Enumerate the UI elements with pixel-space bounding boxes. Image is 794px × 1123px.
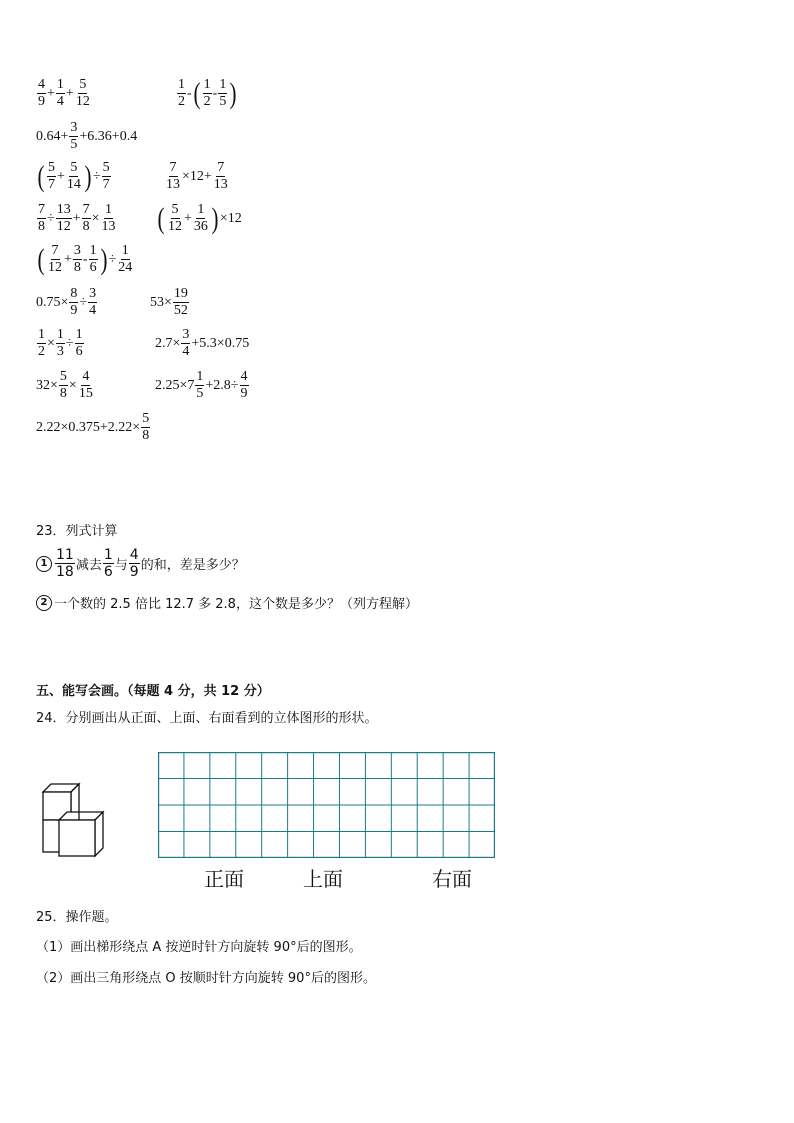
expr-3b: $\frac{7}{13}$ ×12+ $\frac{7}{13}$ bbox=[166, 160, 228, 192]
cube-figure bbox=[40, 782, 110, 860]
q25-title: 25．操作题。 bbox=[36, 910, 118, 925]
label-front: 正面 bbox=[204, 867, 244, 891]
fraction: $\frac{5}{7}$ bbox=[48, 160, 55, 192]
expr-6b: 53× $\frac{19}{52}$ bbox=[150, 286, 188, 318]
fraction: $\frac{11}{18}$ bbox=[56, 547, 74, 580]
fraction: $\frac{3}{4}$ bbox=[182, 327, 190, 359]
fraction: $\frac{1}{2}$ bbox=[178, 77, 185, 109]
fraction: $\frac{1}{6}$ bbox=[89, 243, 97, 275]
expr-3a: ( $\frac{5}{7}$ + $\frac{5}{14}$ ) ÷ $\frac{5}{7}$ bbox=[37, 159, 110, 193]
fraction: $\frac{1}{5}$ bbox=[219, 77, 227, 109]
fraction: $\frac{8}{9}$ bbox=[70, 286, 78, 318]
fraction: $\frac{4}{15}$ bbox=[78, 369, 93, 401]
expr-1b: $\frac{1}{2}$ - ( $\frac{1}{2}$ - $\frac{1}{5}$ ) bbox=[178, 76, 237, 110]
fraction: $\frac{1}{36}$ bbox=[193, 202, 208, 234]
expr-9: 2.22×0.375+2.22× $\frac{5}{8}$ bbox=[36, 411, 150, 443]
q23-item-1: 1 $\frac{11}{18}$ 减去 $\frac{1}{6}$ 与 $\frac{4}{9}$ 的和，差是多少？ bbox=[36, 548, 245, 579]
label-right: 右面 bbox=[432, 867, 472, 891]
expr-4a: $\frac{7}{8}$ ÷ $\frac{13}{12}$ + $\frac{7}{8}$ × $\frac{1}{13}$ bbox=[38, 202, 116, 234]
drawing-grid[interactable] bbox=[158, 752, 495, 858]
fraction: $\frac{19}{52}$ bbox=[173, 286, 188, 318]
fraction: $\frac{7}{8}$ bbox=[82, 202, 90, 234]
fraction: $\frac{1}{6}$ bbox=[75, 327, 83, 359]
label-top: 上面 bbox=[303, 867, 343, 891]
fraction: $\frac{4}{9}$ bbox=[38, 77, 45, 109]
fraction: $\frac{1}{13}$ bbox=[101, 202, 116, 234]
fraction: $\frac{7}{13}$ bbox=[166, 160, 180, 192]
q24-title: 24．分别画出从正面、上面、右面看到的立体图形的形状。 bbox=[36, 711, 378, 726]
fraction: $\frac{3}{5}$ bbox=[70, 120, 78, 152]
fraction: $\frac{1}{2}$ bbox=[203, 77, 211, 109]
q23-title: 23．列式计算 bbox=[36, 524, 118, 539]
fraction: $\frac{7}{12}$ bbox=[48, 243, 62, 275]
q25-sub-2: （2）画出三角形绕点 O 按顺时针方向旋转 90°后的图形。 bbox=[36, 971, 376, 986]
expr-5: ( $\frac{7}{12}$ + $\frac{3}{8}$ - $\frac{1}{6}$ ) ÷ $\frac{1}{24}$ bbox=[37, 242, 133, 276]
fraction: $\frac{7}{13}$ bbox=[213, 160, 228, 192]
fraction: $\frac{5}{7}$ bbox=[102, 160, 110, 192]
fraction: $\frac{1}{5}$ bbox=[196, 369, 204, 401]
fraction: $\frac{5}{8}$ bbox=[142, 411, 150, 443]
fraction: $\frac{1}{4}$ bbox=[56, 77, 64, 109]
q23-item-2: 2 一个数的 2.5 倍比 12.7 多 2.8，这个数是多少？（列方程解） bbox=[36, 593, 418, 612]
q25-sub-1: （1）画出梯形绕点 A 按逆时针方向旋转 90°后的图形。 bbox=[36, 940, 362, 955]
expr-2: 0.64+ $\frac{3}{5}$ +6.36+0.4 bbox=[36, 120, 138, 152]
fraction: $\frac{4}{9}$ bbox=[129, 547, 139, 580]
fraction: $\frac{5}{14}$ bbox=[66, 160, 81, 192]
expr-6a: 0.75× $\frac{8}{9}$ ÷ $\frac{3}{4}$ bbox=[36, 286, 97, 318]
fraction: $\frac{3}{4}$ bbox=[89, 286, 97, 318]
section-5-title: 五、能写会画。（每题 4 分，共 12 分） bbox=[36, 684, 270, 699]
circled-number-1: 1 bbox=[36, 556, 52, 572]
expr-7b: 2.7× $\frac{3}{4}$ +5.3×0.75 bbox=[155, 327, 250, 359]
expr-4b: ( $\frac{5}{12}$ + $\frac{1}{36}$ ) ×12 bbox=[157, 201, 242, 235]
expr-8b: 2.25×7 $\frac{1}{5}$ +2.8÷ $\frac{4}{9}$ bbox=[155, 369, 248, 401]
circled-number-2: 2 bbox=[36, 595, 52, 611]
fraction: $\frac{3}{8}$ bbox=[73, 243, 81, 275]
fraction: $\frac{1}{3}$ bbox=[56, 327, 64, 359]
expr-8a: 32× $\frac{5}{8}$ × $\frac{4}{15}$ bbox=[36, 369, 93, 401]
fraction: $\frac{7}{8}$ bbox=[38, 202, 45, 234]
fraction: $\frac{1}{2}$ bbox=[38, 327, 45, 359]
fraction: $\frac{5}{12}$ bbox=[75, 77, 90, 109]
fraction: $\frac{5}{8}$ bbox=[59, 369, 67, 401]
expr-7a: $\frac{1}{2}$ × $\frac{1}{3}$ ÷ $\frac{1}{6}$ bbox=[38, 327, 83, 359]
fraction: $\frac{5}{12}$ bbox=[168, 202, 182, 234]
fraction: $\frac{4}{9}$ bbox=[240, 369, 248, 401]
fraction: $\frac{13}{12}$ bbox=[56, 202, 71, 234]
fraction: $\frac{1}{24}$ bbox=[118, 243, 133, 275]
expr-1a: $\frac{4}{9}$ + $\frac{1}{4}$ + $\frac{5}{12}$ bbox=[38, 77, 90, 109]
fraction: $\frac{1}{6}$ bbox=[103, 547, 113, 580]
